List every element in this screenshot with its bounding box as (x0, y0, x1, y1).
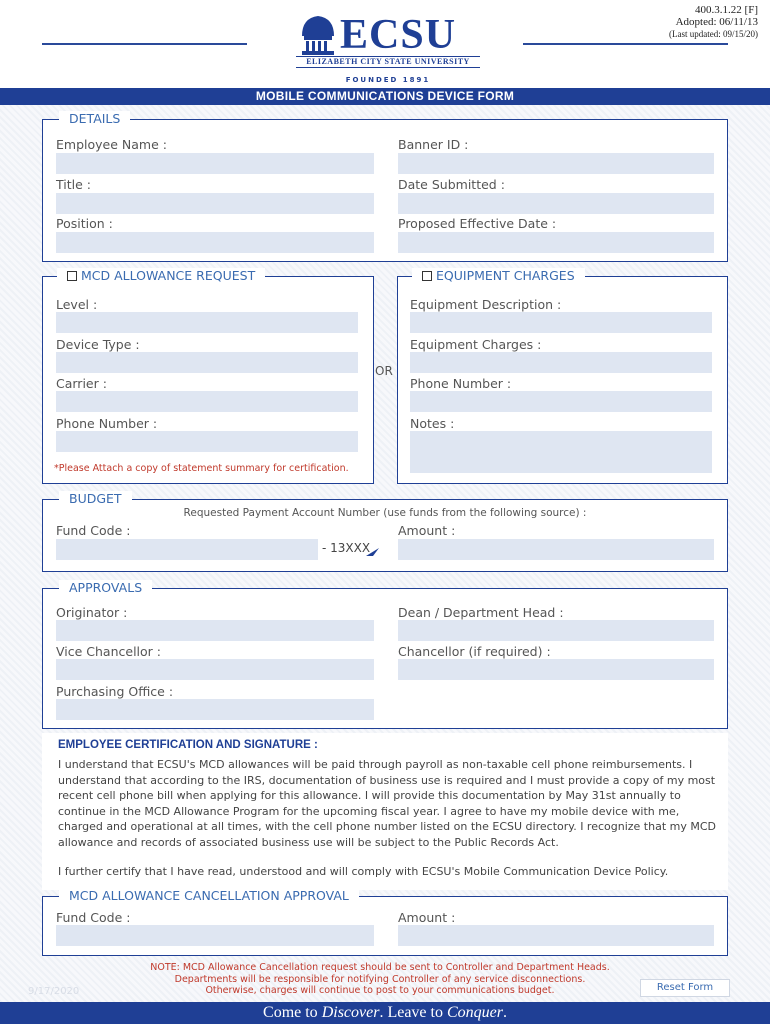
level-label: Level : (56, 297, 98, 312)
employee-name-label: Employee Name : (56, 137, 167, 152)
cancellation-note (120, 962, 640, 997)
form-title: MOBILE COMMUNICATIONS DEVICE FORM (0, 88, 770, 105)
cancellation-fund-code-label: Fund Code : (56, 910, 131, 925)
fund-code-label: Fund Code : (56, 523, 131, 538)
notes-label: Notes : (410, 416, 455, 431)
fund-code-suffix: - 13XXX (322, 541, 371, 555)
logo-wordmark: ECSU (340, 12, 457, 58)
date-submitted-label: Date Submitted : (398, 177, 505, 192)
dean-department-head-label: Dean / Department Head : (398, 605, 564, 620)
banner-id-label: Banner ID : (398, 137, 469, 152)
budget-amount-field[interactable] (398, 539, 714, 560)
mcd-allowance-title (57, 268, 265, 284)
equipment-phone-number-label: Phone Number : (410, 376, 512, 391)
reset-form-button[interactable]: Reset Form (640, 979, 730, 997)
employee-name-field[interactable] (56, 153, 374, 174)
header-line-left (42, 43, 247, 45)
position-field[interactable] (56, 232, 374, 253)
carrier-label: Carrier : (56, 376, 107, 391)
device-type-field[interactable] (56, 352, 358, 373)
footer-slogan (0, 1002, 770, 1024)
proposed-effective-date-field[interactable] (398, 232, 714, 253)
budget-amount-label: Amount : (398, 523, 456, 538)
proposed-effective-date-label: Proposed Effective Date : (398, 216, 557, 231)
cursor-icon (366, 547, 380, 557)
doc-number: 400.3.1.22 [F] (695, 4, 758, 16)
originator-label: Originator : (56, 605, 128, 620)
equipment-charges-checkbox[interactable] (422, 271, 432, 281)
requested-payment-label: Requested Payment Account Number (use funds from the following source) : (183, 507, 587, 519)
equipment-charges-field[interactable] (410, 352, 712, 373)
equipment-charges-title-text: EQUIPMENT CHARGES (436, 268, 575, 283)
header-line-right (523, 43, 728, 45)
mcd-allowance-checkbox[interactable] (67, 271, 77, 281)
slogan-discover: Discover (321, 1004, 380, 1021)
cancellation-amount-field[interactable] (398, 925, 714, 946)
note-line-3: Otherwise, charges will continue to post to your communications budget. (205, 985, 555, 996)
date-watermark: 9/17/2020 (28, 986, 80, 997)
or-label: OR (375, 364, 393, 378)
vice-chancellor-field[interactable] (56, 659, 374, 680)
purchasing-office-label: Purchasing Office : (56, 684, 174, 699)
details-title: DETAILS (59, 111, 130, 127)
vice-chancellor-label: Vice Chancellor : (56, 644, 161, 659)
attach-statement-note: *Please Attach a copy of statement summary for certification. (54, 463, 349, 474)
slogan-conquer: Conquer (446, 1004, 503, 1021)
carrier-field[interactable] (56, 391, 358, 412)
equipment-phone-number-field[interactable] (410, 391, 712, 412)
slogan-part-1: Come to (263, 1004, 322, 1021)
slogan-part-2: . Leave to (379, 1004, 447, 1021)
dean-department-head-field[interactable] (398, 620, 714, 641)
mcd-phone-number-field[interactable] (56, 431, 358, 452)
level-field[interactable] (56, 312, 358, 333)
logo-founded: FOUNDED 1891 (345, 76, 431, 84)
title-field[interactable] (56, 193, 374, 214)
mcd-phone-number-label: Phone Number : (56, 416, 158, 431)
fund-code-field[interactable] (56, 539, 318, 560)
equipment-charges-title (412, 268, 585, 284)
title-label: Title : (56, 177, 91, 192)
cancellation-fund-code-field[interactable] (56, 925, 374, 946)
cancellation-amount-label: Amount : (398, 910, 456, 925)
equipment-description-label: Equipment Description : (410, 297, 562, 312)
doc-last-updated: (Last updated: 09/15/20) (669, 29, 758, 39)
notes-field[interactable] (410, 431, 712, 473)
chancellor-field[interactable] (398, 659, 714, 680)
document-number-block (669, 4, 758, 40)
chancellor-label: Chancellor (if required) : (398, 644, 551, 659)
cancellation-title: MCD ALLOWANCE CANCELLATION APPROVAL (59, 888, 359, 904)
position-label: Position : (56, 216, 113, 231)
attach-statement-note-text: Please Attach a copy of statement summary for certification. (58, 463, 349, 474)
ecsu-logo (296, 10, 480, 84)
slogan-part-3: . (502, 1004, 507, 1021)
note-line-2: Departments will be responsible for notifying Controller of any service disconnections. (174, 973, 586, 985)
note-line-1: NOTE: MCD Allowance Cancellation request should be sent to Controller and Department Heads. (150, 962, 610, 973)
certification-text: I understand that ECSU's MCD allowances will be paid through payroll as non-taxable cell phone reimbursements. I understand that according to the IRS, documentation of business use is required and I must provide a copy of my most recent cell phone bill when applying for this allowance. I will provide this documentation by May 31st annually to continue in the MCD Allowance Program for the upcoming fiscal year. I agree to have my mobile device with me, charged and operational at all times, with the cell phone number listed on the ECSU directory. I recognize that my MCD allowance and records of associated business use will be subject to the Public Records Act. (58, 758, 717, 849)
purchasing-office-field[interactable] (56, 699, 374, 720)
mcd-allowance-title-text: MCD ALLOWANCE REQUEST (81, 268, 256, 283)
building-icon (298, 14, 338, 56)
doc-adopted: Adopted: 06/11/13 (675, 16, 758, 28)
certification-title: EMPLOYEE CERTIFICATION AND SIGNATURE : (58, 739, 318, 751)
banner-id-field[interactable] (398, 153, 714, 174)
originator-field[interactable] (56, 620, 374, 641)
approvals-title: APPROVALS (59, 580, 152, 596)
certification-policy-text: I further certify that I have read, understood and will comply with ECSU's Mobile Communication Device Policy. (58, 865, 669, 878)
device-type-label: Device Type : (56, 337, 140, 352)
equipment-description-field[interactable] (410, 312, 712, 333)
date-submitted-field[interactable] (398, 193, 714, 214)
certification-section (42, 733, 728, 890)
budget-title: BUDGET (59, 491, 132, 507)
equipment-charges-label: Equipment Charges : (410, 337, 542, 352)
logo-university-name: ELIZABETH CITY STATE UNIVERSITY (296, 56, 480, 68)
